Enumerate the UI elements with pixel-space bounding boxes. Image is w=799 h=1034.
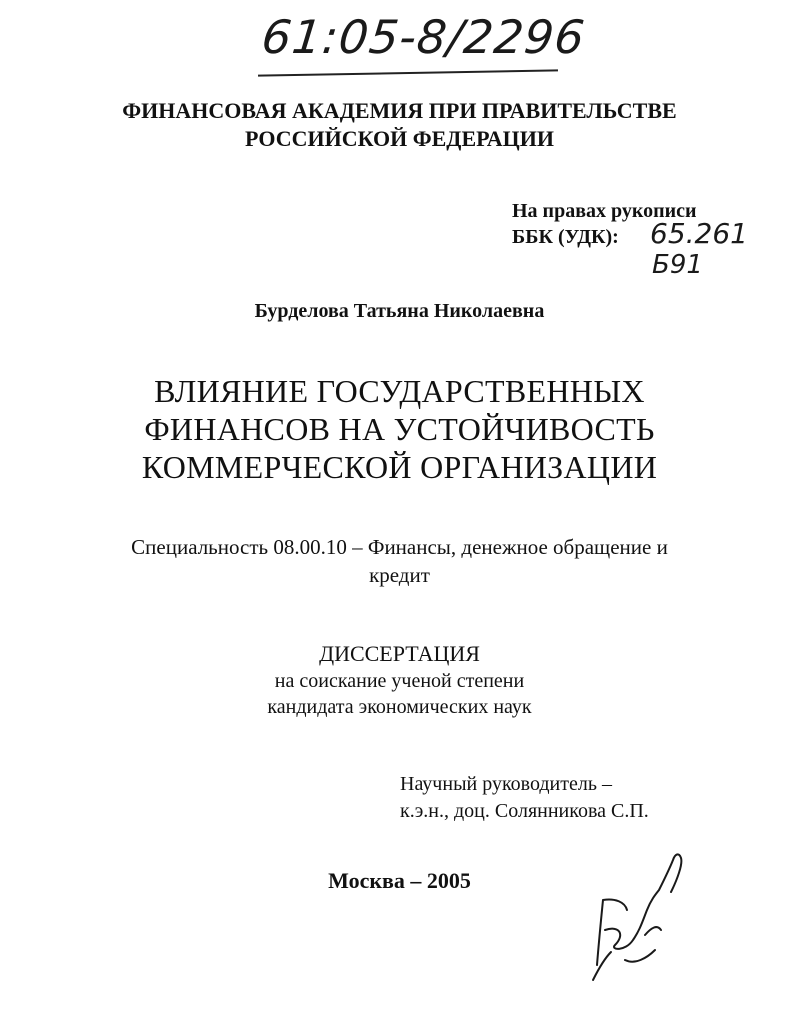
bbk-label: ББК (УДК): bbox=[512, 226, 619, 248]
handwritten-signature bbox=[585, 840, 695, 990]
institution-line-1: ФИНАНСОВАЯ АКАДЕМИЯ ПРИ ПРАВИТЕЛЬСТВЕ bbox=[122, 98, 677, 123]
scientific-supervisor bbox=[400, 771, 649, 825]
document-type: ДИССЕРТАЦИЯ bbox=[319, 641, 480, 666]
degree-line-2: кандидата экономических наук bbox=[267, 696, 532, 718]
title-line-3: КОММЕРЧЕСКОЙ ОРГАНИЗАЦИИ bbox=[141, 449, 658, 485]
title-line-1: ВЛИЯНИЕ ГОСУДАРСТВЕННЫХ bbox=[154, 373, 645, 409]
institution-line-2: РОССИЙСКОЙ ФЕДЕРАЦИИ bbox=[245, 126, 554, 151]
place-and-year: Москва – 2005 bbox=[328, 868, 471, 893]
institution-name bbox=[0, 97, 799, 153]
specialty bbox=[0, 533, 799, 589]
degree-line-1: на соискание ученой степени bbox=[274, 670, 525, 692]
dissertation-title bbox=[0, 372, 799, 486]
title-line-2: ФИНАНСОВ НА УСТОЙЧИВОСТЬ bbox=[144, 411, 655, 447]
bbk-author-mark-handwritten: Б91 bbox=[652, 250, 703, 280]
supervisor-line-2: к.э.н., доц. Солянникова С.П. bbox=[400, 800, 649, 822]
specialty-line-2: кредит bbox=[369, 563, 430, 587]
specialty-line-1: Специальность 08.00.10 – Финансы, денежное обращение и bbox=[131, 535, 668, 559]
archive-code-handwritten: 61:05-8/2296 bbox=[259, 10, 588, 64]
supervisor-line-1: Научный руководитель – bbox=[400, 773, 612, 795]
rights-notice: На правах рукописи bbox=[512, 200, 697, 222]
author-name: Бурделова Татьяна Николаевна bbox=[254, 300, 545, 322]
archive-code-underline bbox=[258, 69, 558, 76]
degree-statement bbox=[0, 668, 799, 720]
bbk-code-handwritten: 65.261 bbox=[650, 217, 748, 250]
